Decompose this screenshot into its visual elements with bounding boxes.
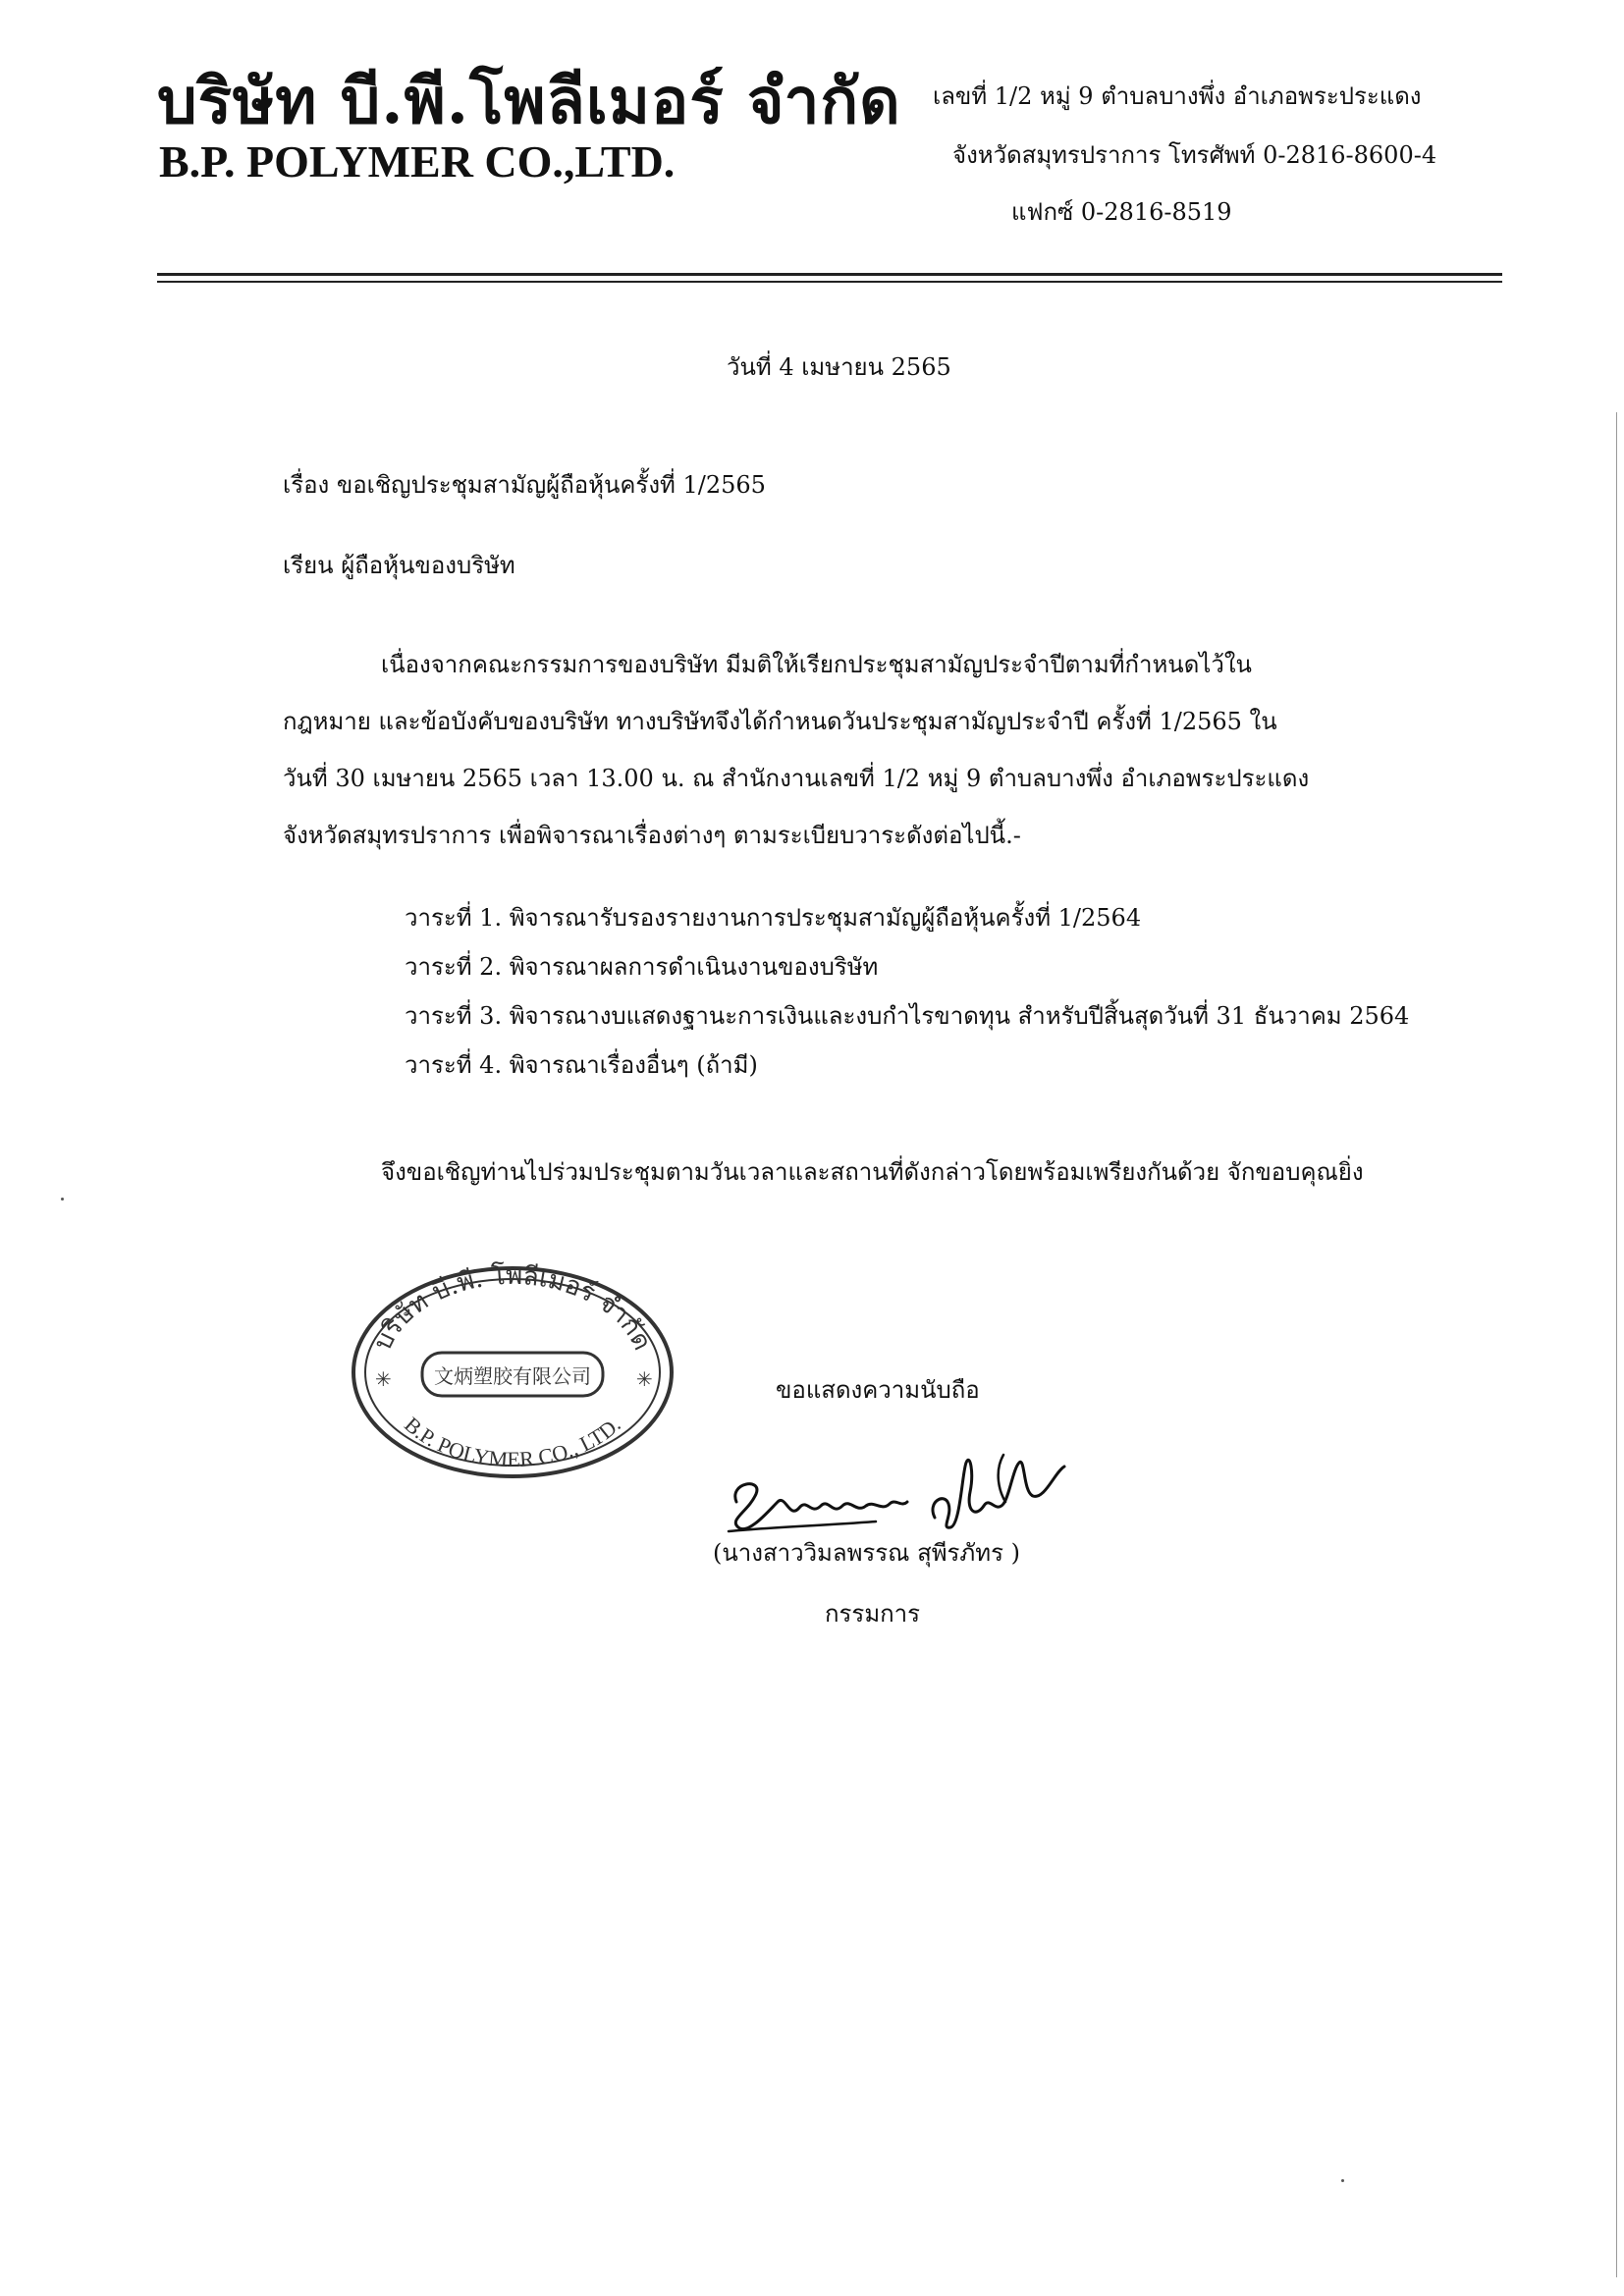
company-seal bbox=[346, 1256, 679, 1482]
agenda-item: วาระที่ 2. พิจารณาผลการดำเนินงานของบริษัท bbox=[405, 953, 879, 981]
letterhead-divider-bottom bbox=[157, 281, 1502, 283]
paragraph-line: วันที่ 30 เมษายน 2565 เวลา 13.00 น. ณ สำนักงานเลขที่ 1/2 หมู่ 9 ตำบลบางพึ่ง อำเภอพระประแดง bbox=[283, 765, 1310, 792]
paragraph-line: เนื่องจากคณะกรรมการของบริษัท มีมติให้เรียกประชุมสามัญประจำปีตามที่กำหนดไว้ใน bbox=[381, 651, 1252, 678]
letter-closing: จึงขอเชิญท่านไปร่วมประชุมตามวันเวลาและสถานที่ดังกล่าวโดยพร้อมเพรียงกันด้วย จักขอบคุณยิ่ง bbox=[381, 1158, 1364, 1186]
seal-bottom-text: B.P. POLYMER CO., LTD. bbox=[400, 1412, 625, 1472]
agenda-list bbox=[405, 893, 1409, 1090]
scan-speck bbox=[1341, 2179, 1344, 2182]
letter-subject: เรื่อง ขอเชิญประชุมสามัญผู้ถือหุ้นครั้งที่ 1/2565 bbox=[283, 471, 766, 499]
company-name-english: B.P. POLYMER CO.,LTD. bbox=[159, 136, 676, 187]
agenda-item: วาระที่ 1. พิจารณารับรองรายงานการประชุมสามัญผู้ถือหุ้นครั้งที่ 1/2564 bbox=[405, 904, 1142, 932]
seal-top-text: บริษัท บี.พี. โพลีเมอร์ จำกัด bbox=[367, 1260, 658, 1356]
seal-center-text: 文炳塑胶有限公司 bbox=[434, 1364, 591, 1388]
scan-speck bbox=[61, 1198, 64, 1201]
agenda-item: วาระที่ 3. พิจารณางบแสดงฐานะการเงินและงบกำไรขาดทุน สำหรับปีสิ้นสุดวันที่ 31 ธันวาคม 2564 bbox=[405, 1002, 1410, 1030]
signatory-title: กรรมการ bbox=[825, 1600, 921, 1628]
company-name-thai: บริษัท บี.พี.โพลีเมอร์ จำกัด bbox=[157, 65, 901, 138]
letterhead-divider-top bbox=[157, 273, 1502, 276]
letter-regards: ขอแสดงความนับถือ bbox=[776, 1376, 980, 1404]
company-fax-line: แฟกซ์ 0-2816-8519 bbox=[1011, 198, 1232, 226]
letter-paragraph bbox=[283, 636, 1324, 864]
scan-page-edge bbox=[1616, 412, 1617, 2277]
company-address-line-2: จังหวัดสมุทรปราการ โทรศัพท์ 0-2816-8600-4 bbox=[952, 141, 1437, 169]
paragraph-line: กฎหมาย และข้อบังคับของบริษัท ทางบริษัทจึงได้กำหนดวันประชุมสามัญประจำปี ครั้งที่ 1/2565 ใน bbox=[283, 708, 1277, 735]
company-address-line-1: เลขที่ 1/2 หมู่ 9 ตำบลบางพึ่ง อำเภอพระประแดง bbox=[933, 82, 1422, 110]
paragraph-line: จังหวัดสมุทรปราการ เพื่อพิจารณาเรื่องต่างๆ ตามระเบียบวาระดังต่อไปนี้.- bbox=[283, 822, 1021, 849]
svg-text:✳: ✳ bbox=[636, 1367, 653, 1391]
signatory-name: (นางสาววิมลพรรณ สุพีรภัทร ) bbox=[713, 1539, 1020, 1567]
svg-text:✳: ✳ bbox=[375, 1367, 392, 1391]
letter-date: วันที่ 4 เมษายน 2565 bbox=[727, 353, 951, 381]
agenda-item: วาระที่ 4. พิจารณาเรื่องอื่นๆ (ถ้ามี) bbox=[405, 1051, 758, 1079]
letter-salutation: เรียน ผู้ถือหุ้นของบริษัท bbox=[283, 552, 515, 579]
